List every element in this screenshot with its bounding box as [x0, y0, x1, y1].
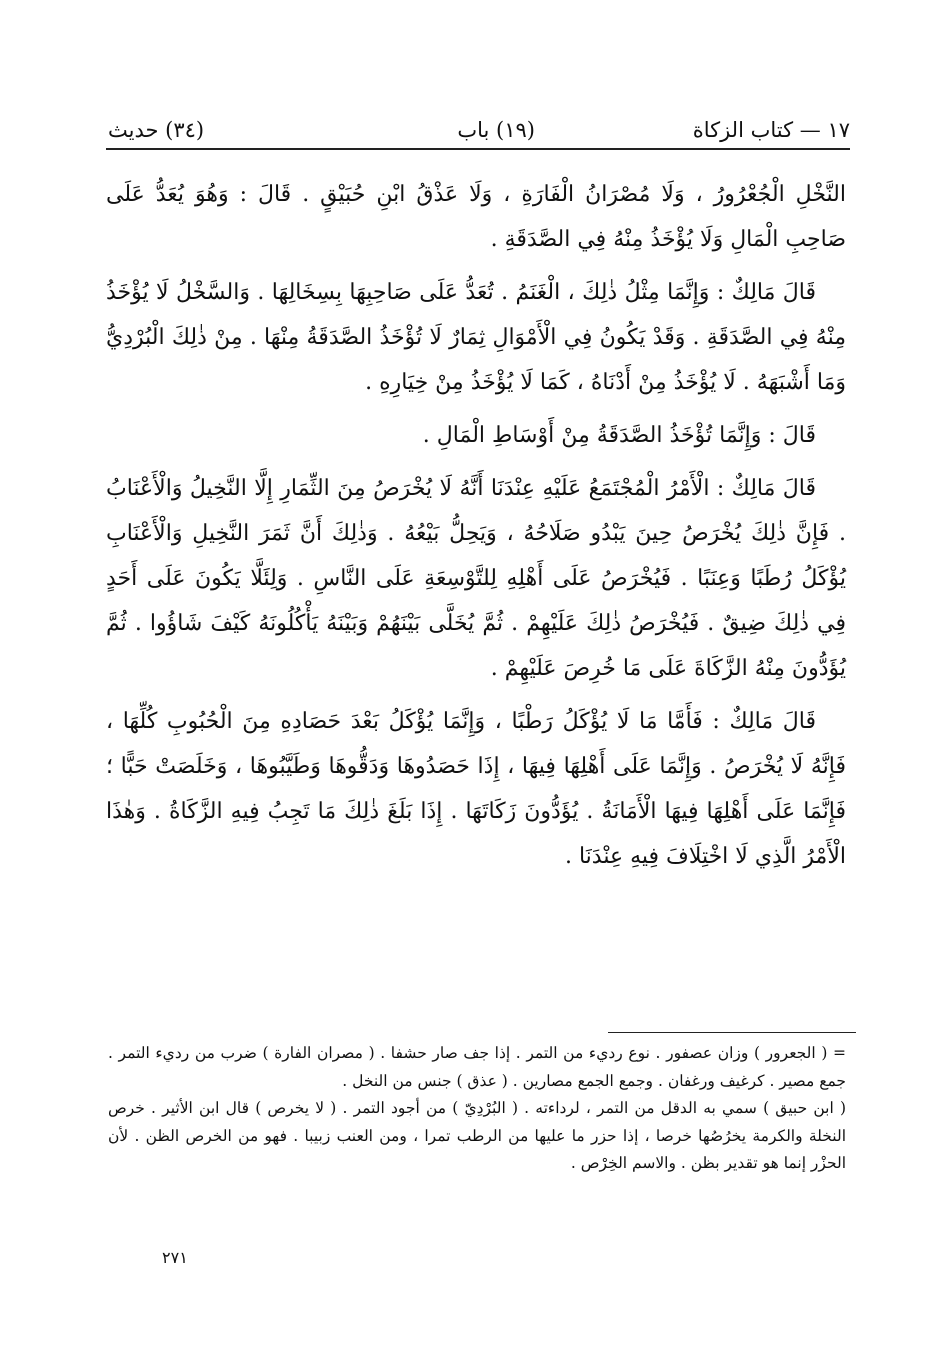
main-text	[106, 172, 846, 887]
hadith-label: (٣٤) حديث	[108, 118, 205, 142]
footnote-1: = ( الجعرور ) وزان عصفور . نوع رديء من التمر . إذا جف صار حشفا . ( مصران الفارة ) ضرب من رديء التمر . جمع مصير . كرغيف ورغفان . وجمع الجمع مصارين . ( عذق ) جنس من النخل .	[108, 1044, 846, 1090]
book-title: ١٧ — كتاب الزكاة	[692, 118, 850, 142]
paragraph-1: النَّخْلِ الْجُعْرُورُ ، وَلَا مُصْرَانُ الْفَارَةِ ، وَلَا عَذْقُ ابْنِ حُبَيْقٍ . قَالَ : وَهُوَ يُعَدُّ عَلَى صَاحِبِ الْمَالِ وَلَا يُؤْخَذُ مِنْهُ فِي الصَّدَقَةِ .	[106, 182, 846, 252]
header-divider	[106, 148, 850, 150]
footnotes	[108, 1040, 846, 1178]
page-number: ٢٧١	[162, 1248, 188, 1267]
footnote-2: ( ابن حبيق ) سمي به الدقل من التمر ، لرداءته . ( البُرْدِيّ ) من أجود التمر . ( لا يخرص ) قال ابن الأثير . خرص النخلة والكرمة يخرُصُها خرصا ، إذا حزر ما عليها من الرطب تمرا ، ومن العنب زبيبا . فهو من الخرص الظن . لأن الحزْر إنما هو تقدير بظن . والاسم الخِرْص .	[108, 1099, 846, 1172]
paragraph-5: قَالَ مَالِكٌ : فَأَمَّا مَا لَا يُؤْكَلُ رَطْبًا ، وَإِنَّمَا يُؤْكَلُ بَعْدَ حَصَادِهِ مِنَ الْحُبُوبِ كُلِّهَا ، فَإِنَّهُ لَا يُخْرَصُ . وَإِنَّمَا عَلَى أَهْلِهَا فِيهَا ، إِذَا حَصَدُوهَا وَدَقُّوهَا وَطَيَّبُوهَا ، وَخَلَصَتْ حَبًّا ؛ فَإِنَّمَا عَلَى أَهْلِهَا فِيهَا الْأَمَانَةُ . يُؤَدُّونَ زَكَاتَهَا . إِذَا بَلَغَ ذٰلِكَ مَا تَجِبُ فِيهِ الزَّكَاةُ . وَهٰذَا الْأَمْرُ الَّذِي لَا اخْتِلَافَ فِيهِ عِنْدَنَا .	[106, 709, 846, 869]
chapter-label: (١٩) باب	[457, 118, 535, 142]
running-head	[108, 112, 850, 152]
paragraph-4: قَالَ مَالِكٌ : الْأَمْرُ الْمُجْتَمَعُ عَلَيْهِ عِنْدَنَا أَنَّهُ لَا يُخْرَصُ مِنَ الثِّمَارِ إِلَّا النَّخِيلُ وَالْأَعْنَابُ . فَإِنَّ ذٰلِكَ يُخْرَصُ حِينَ يَبْدُو صَلَاحُهُ ، وَيَحِلُّ بَيْعُهُ . وَذٰلِكَ أَنَّ ثَمَرَ النَّخِيلِ وَالْأَعْنَابِ يُؤْكَلُ رُطَبًا وَعِنَبًا . فَيُخْرَصُ عَلَى أَهْلِهِ لِلتَّوْسِعَةِ عَلَى النَّاسِ . وَلِئَلَّا يَكُونَ عَلَى أَحَدٍ فِي ذٰلِكَ ضِيقٌ . فَيُخْرَصُ ذٰلِكَ عَلَيْهِمْ . ثُمَّ يُخَلَّى بَيْنَهُمْ وَبَيْنَهُ يَأْكُلُونَهُ كَيْفَ شَاؤُوا . ثُمَّ يُؤَدُّونَ مِنْهُ الزَّكَاةَ عَلَى مَا خُرِصَ عَلَيْهِمْ .	[106, 476, 846, 681]
paragraph-3: قَالَ : وَإِنَّمَا تُؤْخَذُ الصَّدَقَةُ مِنْ أَوْسَاطِ الْمَالِ .	[422, 423, 816, 448]
footnote-divider	[608, 1032, 856, 1033]
paragraph-2: قَالَ مَالِكٌ : وَإِنَّمَا مِثْلُ ذٰلِكَ ، الْغَنَمُ . تُعَدُّ عَلَى صَاحِبِهَا بِسِخَالِهَا . وَالسَّخْلُ لَا يُؤْخَذُ مِنْهُ فِي الصَّدَقَةِ . وَقَدْ يَكُونُ فِي الْأَمْوَالِ ثِمَارٌ لَا تُؤْخَذُ الصَّدَقَةُ مِنْهَا . مِنْ ذٰلِكَ الْبُرْدِيُّ وَمَا أَشْبَهَهُ . لَا يُؤْخَذُ مِنْ أَدْنَاهُ ، كَمَا لَا يُؤْخَذُ مِنْ خِيَارِهِ .	[106, 280, 846, 395]
